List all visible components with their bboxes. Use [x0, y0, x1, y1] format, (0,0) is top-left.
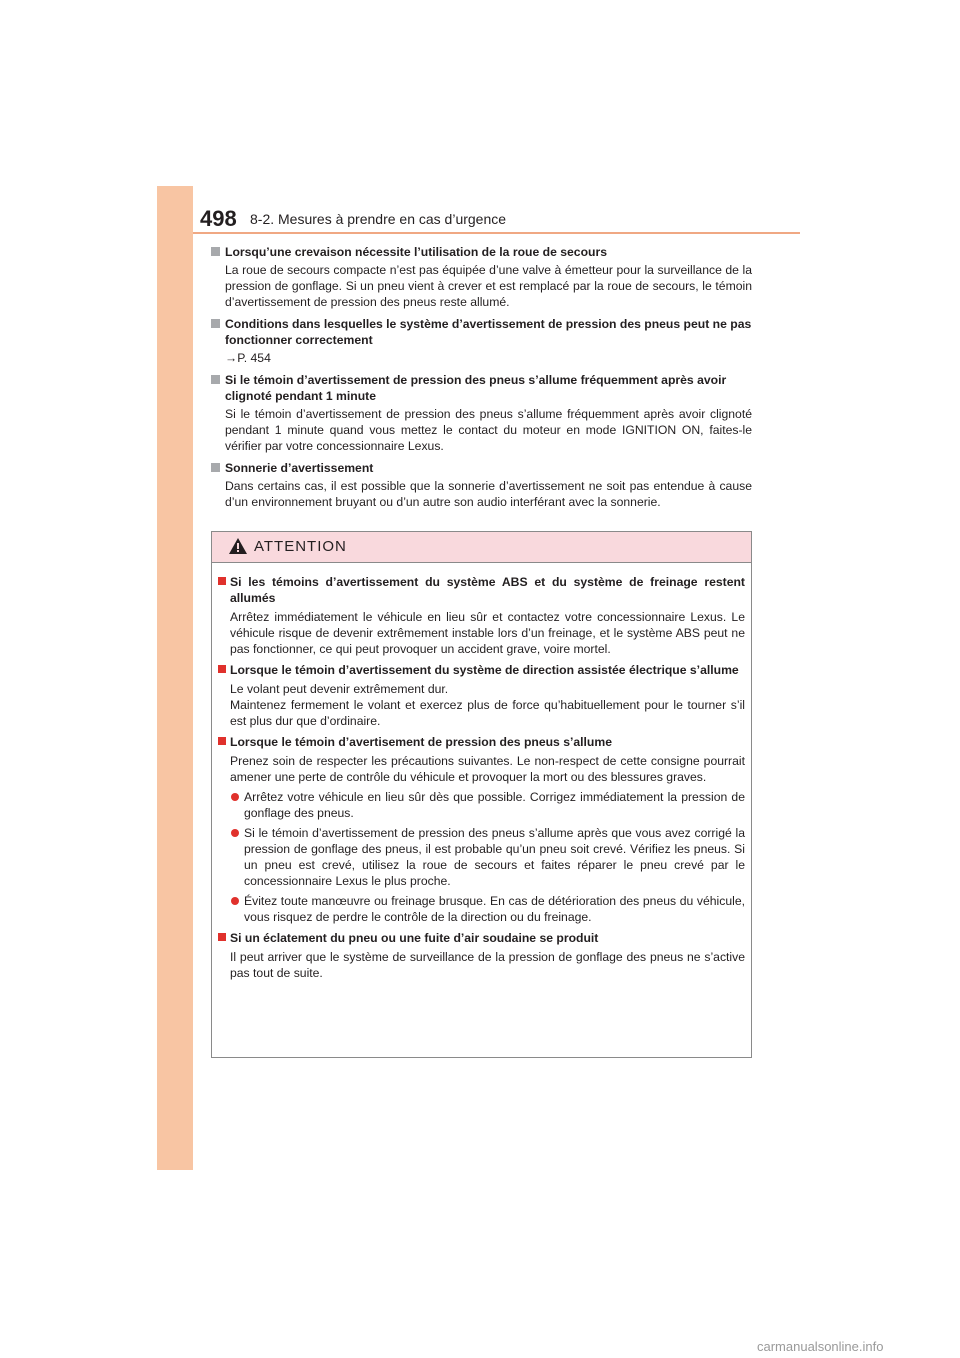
section-title: 8-2. Mesures à prendre en cas d’urgence [250, 211, 507, 227]
header-divider [193, 232, 800, 234]
info-item [211, 316, 752, 366]
warning-triangle-icon [229, 538, 247, 554]
square-bullet-icon [211, 463, 220, 472]
main-content [211, 244, 752, 516]
warning-item-body: Prenez soin de respecter les précautions suivantes. Le non-respect de cette consigne pourrait amener une perte de contrôle du véhicule et provoquer la mort ou des blessures graves. [230, 754, 745, 784]
square-bullet-icon [211, 375, 220, 384]
info-item-title: Si le témoin d’avertissement de pression des pneus s’allume fréquemment après avoir clignoté pendant 1 minute [211, 372, 752, 404]
warning-item [218, 734, 745, 925]
warning-bullet: Arrêtez votre véhicule en lieu sûr dès que possible. Corrigez immédiatement la pression de gonflage des pneus. [218, 789, 745, 821]
info-item-body: Dans certains cas, il est possible que la sonnerie d’avertissement ne soit pas entendue à cause d’un environnement bruyant ou d’un autre son audio interférant avec la sonnerie. [225, 479, 752, 509]
warning-item [218, 662, 745, 729]
info-item-body: Si le témoin d’avertissement de pression des pneus s’allume fréquemment après avoir clignoté pendant 1 minute quand vous mettez le contact du moteur en mode IGNITION ON, faites-le vérifier par votre concessionnaire Lexus. [225, 407, 752, 453]
attention-label: ATTENTION [254, 538, 347, 555]
warning-item-body: Il peut arriver que le système de surveillance de la pression de gonflage des pneus ne s’active pas tout de suite. [230, 950, 745, 980]
red-square-bullet-icon [218, 665, 226, 673]
square-bullet-icon [211, 247, 220, 256]
info-item-title: Sonnerie d’avertissement [211, 460, 752, 476]
warning-item [218, 574, 745, 657]
warning-item-body: Arrêtez immédiatement le véhicule en lieu sûr et contactez votre concessionnaire Lexus. Le véhicule risque de devenir extrêmement instable lors d’un freinage, et le système ABS peut ne pas fonctionner, ce qui peut provoquer un accident grave, voire mortel. [230, 610, 745, 656]
page-number: 498 [200, 206, 237, 231]
info-item [211, 244, 752, 310]
red-dot-bullet-icon [231, 793, 239, 801]
warning-item-title: Lorsque le témoin d’avertisement de pression des pneus s’allume [218, 734, 745, 750]
warning-item-title: Si les témoins d’avertissement du système ABS et du système de freinage restent allumés [218, 574, 745, 606]
red-square-bullet-icon [218, 737, 226, 745]
warning-item-title: Lorsque le témoin d’avertissement du système de direction assistée électrique s’allume [218, 662, 745, 678]
warning-item-body: Le volant peut devenir extrêmement dur. [230, 682, 449, 696]
warning-bullet: Si le témoin d’avertissement de pression des pneus s’allume après que vous avez corrigé la pression de gonflage des pneus, il est probable qu’un pneu soit crevé. Vérifiez les pneus. Si un pneu est crevé, utilisez la roue de secours et faites réparer le pneu crevé par le concessionnaire Lexus le plus proche. [218, 825, 745, 889]
square-bullet-icon [211, 319, 220, 328]
info-item-body: La roue de secours compacte n’est pas équipée d’une valve à émetteur pour la surveillance de la pression de gonflage. Si un pneu vient à crever et est remplacé par la roue de secours, le témoin d’avertissement de pression des pneus reste allumé. [225, 263, 752, 309]
warning-item [218, 930, 745, 981]
red-dot-bullet-icon [231, 829, 239, 837]
warning-item-body: Maintenez fermement le volant et exercez plus de force qu’habituellement pour le tourner s’il est plus dur que d’ordinaire. [230, 698, 745, 728]
page-reference-link[interactable]: →P. 454 [225, 351, 271, 365]
warning-bullet: Évitez toute manœuvre ou freinage brusque. En cas de détérioration des pneus du véhicule, vous risquez de perdre le contrôle de la direction ou du freinage. [218, 893, 745, 925]
info-item-title: Conditions dans lesquelles le système d’avertissement de pression des pneus peut ne pas fonctionner correctement [211, 316, 752, 348]
side-tab-band [157, 186, 193, 1170]
warning-item-title: Si un éclatement du pneu ou une fuite d’air soudaine se produit [218, 930, 745, 946]
attention-box [211, 531, 752, 1058]
red-square-bullet-icon [218, 577, 226, 585]
attention-header [212, 532, 751, 563]
attention-content [218, 574, 745, 986]
info-item [211, 460, 752, 510]
info-item-title: Lorsqu’une crevaison nécessite l’utilisation de la roue de secours [211, 244, 752, 260]
red-square-bullet-icon [218, 933, 226, 941]
watermark-text: carmanualsonline.info [757, 1339, 884, 1354]
red-dot-bullet-icon [231, 897, 239, 905]
info-item [211, 372, 752, 454]
